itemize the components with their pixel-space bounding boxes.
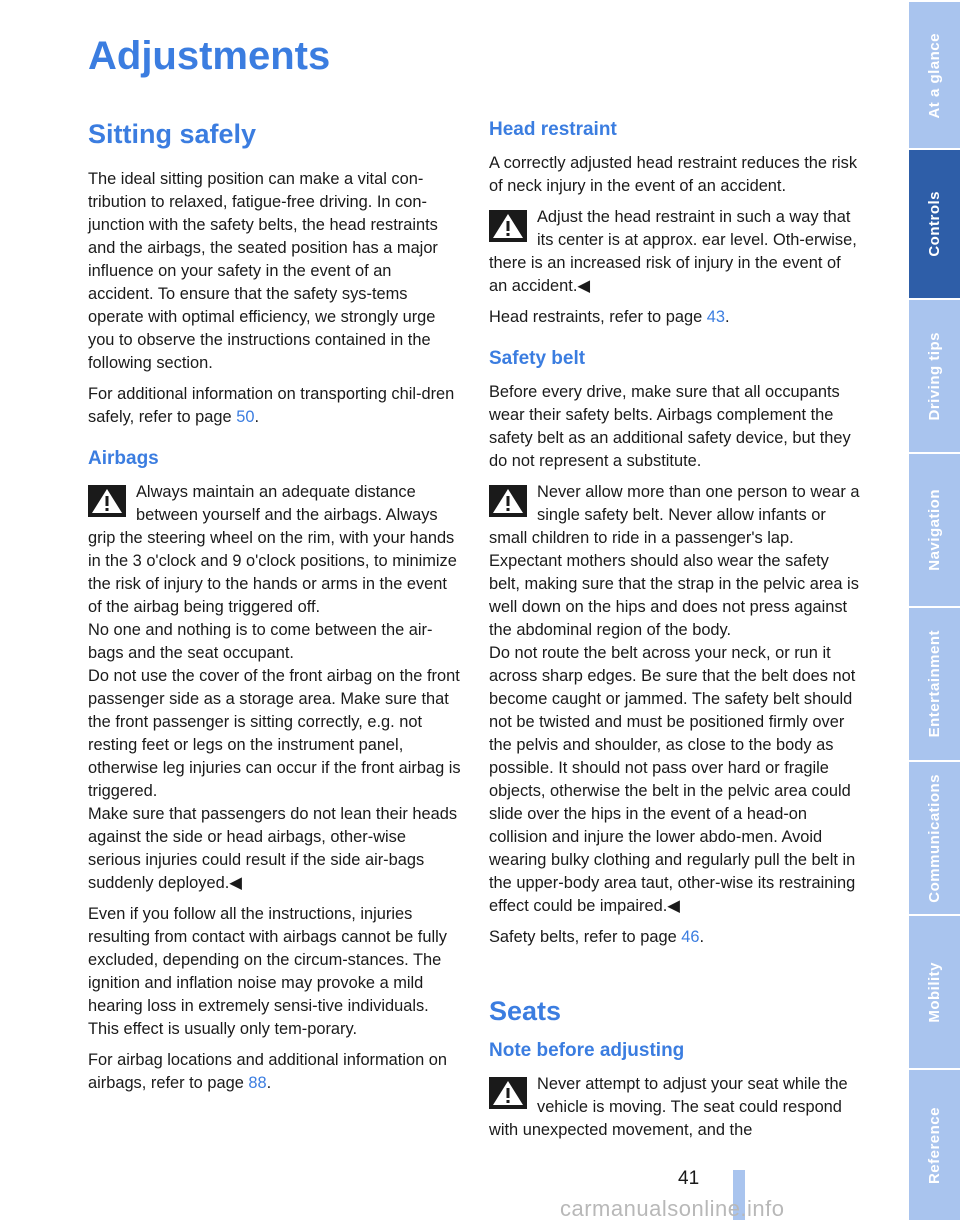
tab-label: Navigation <box>926 489 943 571</box>
seats-warning <box>489 1073 862 1142</box>
safety-belt-paragraph: Before every drive, make sure that all occupants wear their safety belts. Airbags complement the safety belt as an additional safety device, but they do not represent a substitute. <box>489 383 851 470</box>
warning-icon <box>489 210 527 242</box>
head-restraint-warning-text: Adjust the head restraint in such a way that its center is at approx. ear level. Oth-erwise, there is an increased risk of injury in the event of an accident. <box>489 208 857 295</box>
tab-reference[interactable] <box>909 1068 960 1222</box>
reference-text: For additional information on transporting chil-dren safely, refer to page <box>88 385 455 426</box>
tab-navigation[interactable] <box>909 452 960 606</box>
tab-entertainment[interactable] <box>909 606 960 760</box>
head-restraint-paragraph: A correctly adjusted head restraint reduces the risk of neck injury in the event of an accident. <box>489 154 858 195</box>
sitting-safely-paragraph: The ideal sitting position can make a vital con-tribution to relaxed, fatigue-free driving. In con-junction with the safety belts, the head restraints and the airbags, the seated position has a major influence on your safety in the event of an accident. To ensure that the safety sys-tems operate with optimal efficiency, we strongly urge you to observe the instructions contained in the following section. <box>88 170 438 372</box>
head-restraint-heading: Head restraint <box>489 119 617 140</box>
reference-text: For airbag locations and additional information on airbags, refer to page <box>88 1051 447 1092</box>
warning-icon <box>489 1077 527 1109</box>
airbags-warning-text: Always maintain an adequate distance between yourself and the airbags. Always grip the steering wheel on the rim, with your hands in the 3 o'clock and 9 o'clock positions, to minimize the risk of injury to the hands or arms in the event of the airbag being triggered off. No one and nothing is to come between the air-bags and the seat occupant. Do not use the cover of the front airbag on the front passenger side as a storage area. Make sure that the front passenger is sitting correctly, e.g. not resting feet or legs on the instrument panel, otherwise leg injuries can occur if the front airbag is triggered. Make sure that passengers do not lean their heads against the side or head airbags, other-wise serious injuries could result if the side air-bags suddenly deployed. <box>88 483 461 892</box>
child-safety-reference <box>88 383 461 429</box>
sitting-safely-heading: Sitting safely <box>88 119 257 149</box>
page-number: 41 <box>678 1168 700 1189</box>
safety-belt-warning <box>489 481 862 918</box>
airbags-warning <box>88 481 461 895</box>
page-link-88[interactable]: 88 <box>248 1074 267 1092</box>
tab-label: Mobility <box>926 961 943 1023</box>
warning-icon <box>88 485 126 517</box>
airbag-locations-reference <box>88 1049 461 1095</box>
chapter-sidebar <box>909 0 960 1220</box>
reference-period: . <box>266 1074 272 1092</box>
airbags-heading: Airbags <box>88 448 159 469</box>
reference-period: . <box>254 408 260 426</box>
reference-text: Safety belts, refer to page <box>489 928 682 946</box>
end-mark: ◀ <box>667 897 680 915</box>
page-title: Adjustments <box>88 34 331 78</box>
tab-label: Driving tips <box>926 331 943 421</box>
head-restraint-warning <box>489 206 862 298</box>
warning-icon <box>489 485 527 517</box>
head-restraints-reference <box>489 306 862 329</box>
page-link-46[interactable]: 46 <box>681 928 700 946</box>
safety-belt-warning-text: Never allow more than one person to wear a single safety belt. Never allow infants or small children to ride in a passenger's lap. Expectant mothers should also wear the safety belt, making sure that the strap in the pelvic area is well down on the hips and does not press against the abdominal region of the body. Do not route the belt across your neck, or run it across sharp edges. Be sure that the belt does not become caught or jammed. The safety belt should not be twisted and must be positioned firmly over the pelvis and shoulder, as close to the body as possible. It should not pass over hard or fragile objects, otherwise the belt in the pelvic area could slide over the hips in the event of a head-on collision and injure the lower abdo-men. Avoid wearing bulky clothing and regularly pull the belt in the upper-body area taut, other-wise its restraining effect could be impaired. <box>489 483 860 915</box>
reference-period: . <box>724 308 730 326</box>
tab-controls[interactable] <box>909 148 960 298</box>
tab-label: At a glance <box>926 32 943 119</box>
safety-belt-heading: Safety belt <box>489 348 586 369</box>
left-column <box>88 118 461 1103</box>
tab-communications[interactable] <box>909 760 960 914</box>
tab-mobility[interactable] <box>909 914 960 1068</box>
seats-warning-text: Never attempt to adjust your seat while the vehicle is moving. The seat could respond with unexpected movement, and the <box>489 1075 848 1139</box>
page-link-43[interactable]: 43 <box>706 308 725 326</box>
tab-label: Communications <box>926 773 943 903</box>
seats-heading: Seats <box>489 996 562 1026</box>
right-column <box>489 118 862 1150</box>
watermark: carmanualsonline.info <box>560 1196 785 1221</box>
end-mark: ◀ <box>577 277 590 295</box>
tab-driving-tips[interactable] <box>909 298 960 452</box>
page-link-50[interactable]: 50 <box>236 408 255 426</box>
note-before-adjusting-heading: Note before adjusting <box>489 1040 685 1061</box>
reference-text: Head restraints, refer to page <box>489 308 707 326</box>
tab-label: Entertainment <box>926 630 943 738</box>
airbags-paragraph: Even if you follow all the instructions, injuries resulting from contact with airbags cannot be fully excluded, depending on the circum-stances. The ignition and inflation noise may provoke a mild hearing loss in extremely sensi-tive individuals. This effect is usually only tem-porary. <box>88 905 447 1038</box>
end-mark: ◀ <box>229 874 242 892</box>
tab-label: Reference <box>926 1107 943 1185</box>
reference-period: . <box>699 928 705 946</box>
safety-belts-reference <box>489 926 862 949</box>
tab-label: Controls <box>926 191 943 257</box>
tab-at-a-glance[interactable] <box>909 0 960 149</box>
